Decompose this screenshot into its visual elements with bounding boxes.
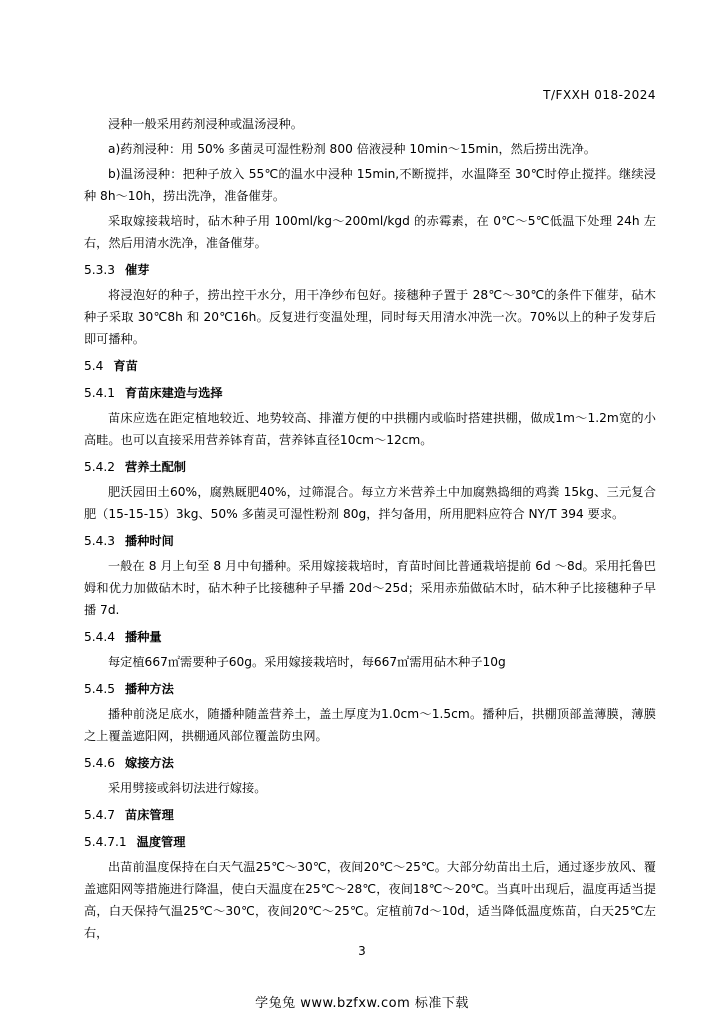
section-number: 5.4.6 [84, 756, 116, 770]
section-title: 嫁接方法 [125, 756, 174, 770]
paragraph: a)药剂浸种：用 50% 多菌灵可湿性粉剂 800 倍液浸种 10min～15min，然后捞出洗净。 [108, 142, 596, 156]
section-heading [84, 456, 656, 478]
section-number: 5.4.2 [84, 460, 116, 474]
section-heading [84, 382, 656, 404]
section-title: 温度管理 [136, 835, 186, 849]
section-title: 播种量 [125, 630, 162, 644]
section-number: 5.4.7 [84, 808, 116, 822]
section-heading [84, 831, 656, 853]
section-title: 营养土配制 [125, 460, 186, 474]
section-number: 5.4.5 [84, 682, 116, 696]
paragraph: 出苗前温度保持在白天气温25℃～30℃，夜间20℃～25℃。大部分幼苗出土后，通过逐步放风、覆盖遮阳网等措施进行降温，使白天温度在25℃～28℃，夜间18℃～20℃。当真叶出现后，温度再适当提高，白天保持气温25℃～30℃，夜间20℃～25℃。定植前7d～10d，适当降低温度炼苗，白天25℃左右， [84, 860, 656, 940]
paragraph: 每定植667㎡需要种子60g。采用嫁接栽培时，每667㎡需用砧木种子10g [108, 655, 506, 669]
section-title: 播种时间 [125, 534, 174, 548]
page-number: 3 [358, 944, 366, 958]
section-heading [84, 626, 656, 648]
section-heading [84, 752, 656, 774]
section-number: 5.4 [84, 359, 104, 373]
section-heading [84, 678, 656, 700]
paragraph: b)温汤浸种：把种子放入 55℃的温水中浸种 15min,不断搅拌，水温降至 30℃时停止搅拌。继续浸种 8h～10h，捞出洗净，准备催芽。 [84, 167, 656, 203]
footer-watermark: 学兔兔 www.bzfxw.com 标准下载 [255, 996, 469, 1011]
paragraph: 播种前浇足底水，随播种随盖营养土，盖土厚度为1.0cm～1.5cm。播种后，拱棚顶部盖薄膜，薄膜之上覆盖遮阳网，拱棚通风部位覆盖防虫网。 [84, 707, 656, 743]
section-heading [84, 530, 656, 552]
document-body [84, 110, 656, 947]
paragraph: 苗床应选在距定植地较近、地势较高、排灌方便的中拱棚内或临时搭建拱棚，做成1m～1.2m宽的小高畦。也可以直接采用营养钵育苗，营养钵直径10cm～12cm。 [84, 411, 656, 447]
section-title: 苗床管理 [125, 808, 174, 822]
paragraph: 一般在 8 月上旬至 8 月中旬播种。采用嫁接栽培时，育苗时间比普通栽培提前 6d ～8d。采用托鲁巴姆和优力加做砧木时，砧木种子比接穗种子早播 20d～25d；采用赤茄做砧木时，砧木种子比接穗种子早播 7d. [84, 559, 656, 617]
paragraph: 采用劈接或斜切法进行嫁接。 [108, 781, 267, 795]
paragraph: 浸种一般采用药剂浸种或温汤浸种。 [108, 117, 303, 131]
section-number: 5.4.7.1 [84, 835, 127, 849]
section-heading [84, 355, 656, 377]
section-title: 育苗床建造与选择 [125, 386, 223, 400]
section-number: 5.4.4 [84, 630, 116, 644]
paragraph: 肥沃园田土60%，腐熟厩肥40%，过筛混合。每立方米营养土中加腐熟捣细的鸡粪 15kg、三元复合肥（15-15-15）3kg、50% 多菌灵可湿性粉剂 80g，拌匀备用，所用肥料应符合 NY/T 394 要求。 [84, 485, 656, 521]
section-title: 催芽 [125, 263, 150, 277]
section-number: 5.4.3 [84, 534, 116, 548]
section-heading [84, 259, 656, 281]
paragraph: 采取嫁接栽培时，砧木种子用 100ml/kg～200ml/kgd 的赤霉素，在 0℃～5℃低温下处理 24h 左右，然后用清水洗净，准备催芽。 [84, 214, 656, 250]
section-number: 5.4.1 [84, 386, 116, 400]
section-heading [84, 804, 656, 826]
paragraph: 将浸泡好的种子，捞出控干水分，用干净纱布包好。接穗种子置于 28℃～30℃的条件下催芽，砧木种子采取 30℃8h 和 20℃16h。反复进行变温处理，同时每天用清水冲洗一次。70%以上的种子发芽后即可播种。 [84, 288, 656, 346]
section-title: 播种方法 [125, 682, 174, 696]
section-title: 育苗 [113, 359, 138, 373]
section-number: 5.3.3 [84, 263, 116, 277]
document-code: T/FXXH 018-2024 [543, 88, 656, 102]
